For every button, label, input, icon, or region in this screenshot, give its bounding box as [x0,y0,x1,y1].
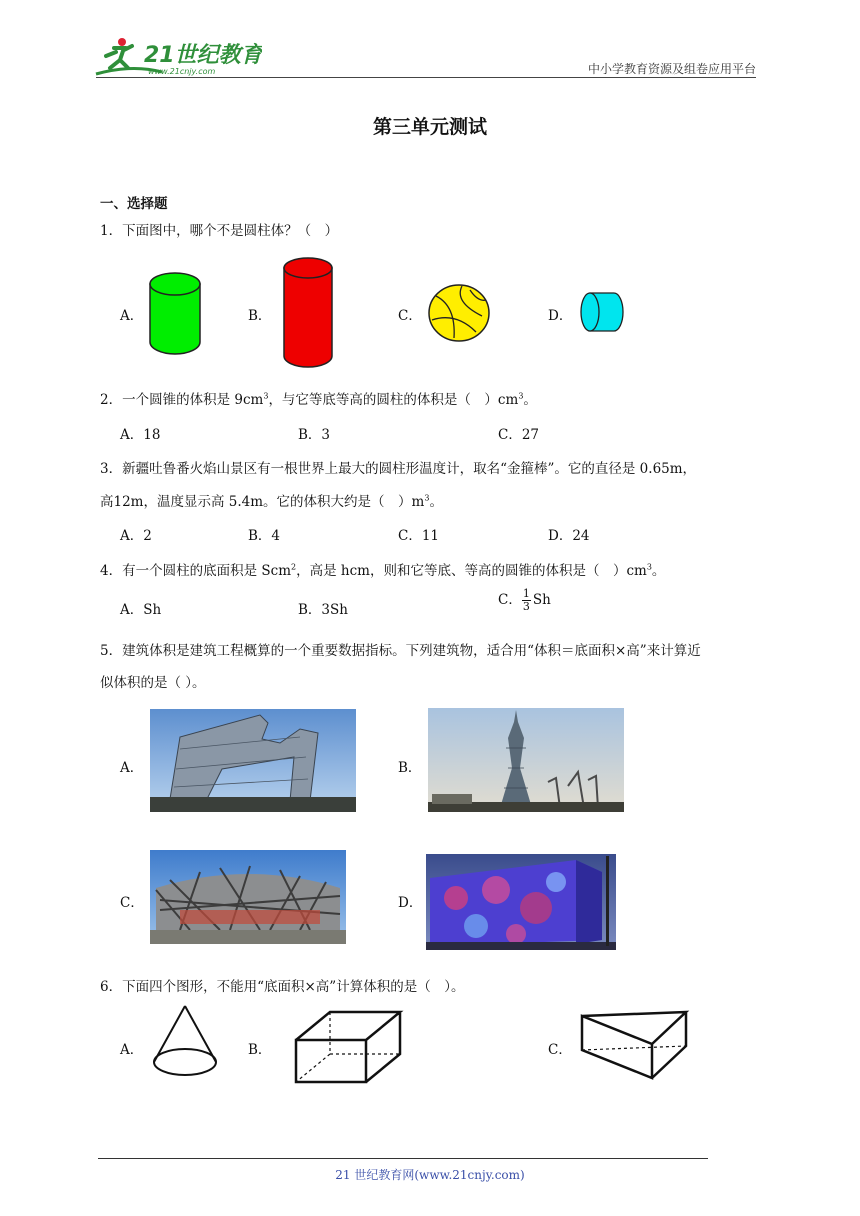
birds-nest-stadium-photo [150,850,346,944]
question-4: 4．有一个圆柱的底面积是 Scm$^2$，高是 hcm，则和它等底、等高的圆锥的体积是（ ）$cm^3$。 [100,562,666,579]
page-title: 第三单元测试 [372,116,487,138]
q5-option-b-label: B． [398,760,422,776]
question-3-line1: 3．新疆吐鲁番火焰山景区有一根世界上最大的圆柱形温度计，取名“金箍棒”。它的直径是 0.65m， [100,461,697,477]
q3-option-b: B．4 [248,528,281,544]
green-cylinder-figure [146,270,204,358]
q2-option-c: C．27 [498,427,540,443]
red-cylinder-figure [280,254,336,372]
volleyball-figure [426,282,492,344]
q3-option-a: A．2 [120,528,152,544]
cctv-tower-photo [150,709,356,812]
q1-option-c-label: C． [398,308,422,324]
site-logo [92,34,262,80]
cuboid-figure [292,1008,406,1088]
fraction-one-third: $\frac{1}{3}$ [522,587,530,613]
question-1: 1．下面图中，哪个不是圆柱体？（ ） [100,223,339,239]
q3-option-c: C．11 [398,528,440,544]
q6-option-a-label: A． [120,1042,144,1058]
cyan-cylinder-figure [578,290,626,334]
q6-option-b-label: B． [248,1042,272,1058]
canton-tower-photo [428,708,624,812]
question-2: 2．一个圆锥的体积是 $9cm^3$，与它等底等高的圆柱的体积是（ ）$cm^3$。 [100,391,537,408]
svg-text:www.21cnjy.com: www.21cnjy.com [148,67,216,76]
q2-option-b: B．3 [298,427,331,443]
svg-text:21世纪教育: 21世纪教育 [144,43,262,68]
question-6: 6．下面四个图形，不能用“底面积×高”计算体积的是（ ）。 [100,979,465,995]
q5-option-a-label: A． [120,760,144,776]
header-divider [96,77,756,78]
cone-figure [150,1002,220,1082]
q1-option-d-label: D． [548,308,573,324]
triangular-prism-figure [578,1006,690,1082]
footer-divider [98,1158,708,1159]
question-5-line2: 似体积的是（ ）。 [100,675,206,691]
q1-option-a-label: A． [120,308,144,324]
footer-text[interactable]: 21 世纪教育网(www.21cnjy.com) [335,1168,525,1182]
q4-option-a: A．Sh [120,602,162,618]
q6-option-c-label: C． [548,1042,572,1058]
question-3-line2: 高12m，温度显示高 5.4m。它的体积大约是（ ）$m^3$。 [100,493,443,510]
q1-option-b-label: B． [248,308,272,324]
q2-option-a: A．18 [120,427,161,443]
q3-option-d: D．24 [548,528,590,544]
q5-option-d-label: D． [398,895,423,911]
water-cube-photo [426,854,616,950]
header-platform-text: 中小学教育资源及组卷应用平台 [587,62,756,76]
q4-option-b: B．3Sh [298,602,348,618]
section-heading: 一、选择题 [100,196,168,212]
question-5-line1: 5．建筑体积是建筑工程概算的一个重要数据指标。下列建筑物，适合用“体积＝底面积×高”来计算近 [100,643,701,659]
q4-option-c: C． $\frac{1}{3}$ Sh [498,587,551,613]
q5-option-c-label: C． [120,895,144,911]
